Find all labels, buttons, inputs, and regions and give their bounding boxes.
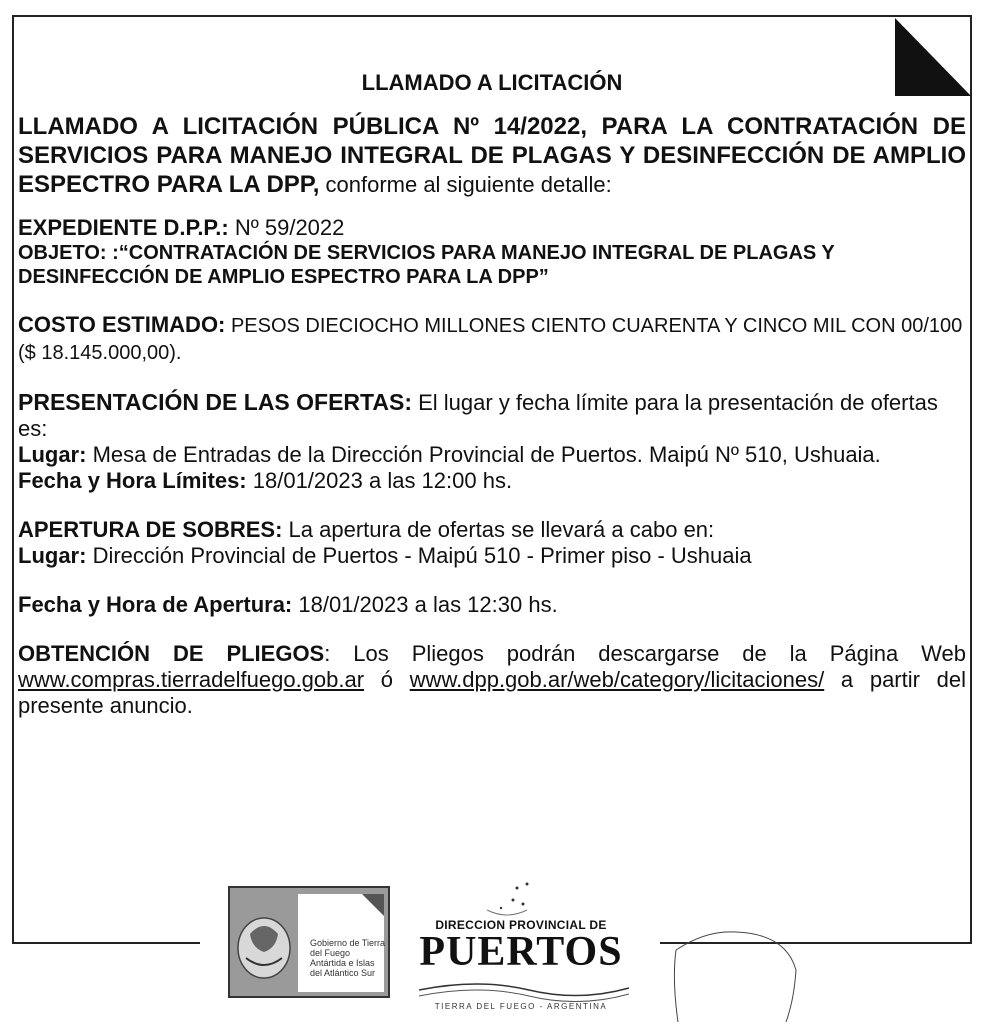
expediente-label: EXPEDIENTE D.P.P.:	[18, 215, 229, 240]
objeto-line	[18, 241, 966, 289]
presentacion-fecha-value: 18/01/2023 a las 12:00 hs.	[246, 468, 513, 493]
expediente-value: Nº 59/2022	[228, 215, 345, 240]
apertura-fecha	[18, 592, 966, 618]
apertura-fecha-value: 18/01/2023 a las 12:30 hs.	[292, 592, 558, 617]
presentacion-line	[18, 389, 966, 442]
presentacion-lugar	[18, 442, 966, 468]
dpp-logo-bottom-text: TIERRA DEL FUEGO - ARGENTINA	[434, 1002, 608, 1011]
link-compras[interactable]: www.compras.tierradelfuego.gob.ar	[18, 667, 365, 692]
frame-top-border	[12, 15, 972, 17]
frame-bottom-left-border	[12, 942, 200, 944]
apertura-label: APERTURA DE SOBRES:	[18, 517, 283, 542]
objeto-label: OBJETO:	[18, 242, 107, 264]
frame-left-border	[12, 15, 14, 943]
intro-bold: LLAMADO A LICITACIÓN PÚBLICA Nº 14/2022, PARA LA CONTRATACIÓN DE SERVICIOS PARA MANEJO INTEGRAL DE PLAGAS Y DESINFECCIÓN DE AMPLIO ESPECTRO PARA LA DPP,	[18, 113, 966, 198]
presentacion-fecha	[18, 468, 966, 494]
page-title: LLAMADO A LICITACIÓN	[361, 70, 623, 95]
presentacion-label: PRESENTACIÓN DE LAS OFERTAS:	[18, 389, 412, 415]
presentacion-fecha-label: Fecha y Hora Límites:	[18, 468, 247, 493]
pliegos-text1: : Los Pliegos podrán descargarse de la Página Web	[324, 641, 967, 666]
costo-value: PESOS DIECIOCHO MILLONES CIENTO CUARENTA Y CINCO MIL CON 00/100 ($ 18.145.000,00).	[18, 315, 963, 364]
frame-right-border	[970, 15, 972, 943]
presentacion-lugar-value: Mesa de Entradas de la Dirección Provincial de Puertos. Maipú Nº 510, Ushuaia.	[86, 442, 881, 467]
objeto-value: :“CONTRATACIÓN DE SERVICIOS PARA MANEJO INTEGRAL DE PLAGAS Y DESINFECCIÓN DE AMPLIO ESPECTRO PARA LA DPP”	[18, 242, 835, 288]
expediente-line	[18, 215, 966, 241]
apertura-value: La apertura de ofertas se llevará a cabo en:	[282, 517, 715, 542]
notice-body	[18, 70, 966, 719]
intro-normal: conforme al siguiente detalle:	[319, 172, 612, 197]
gobierno-logo	[228, 886, 390, 998]
intro-paragraph	[18, 112, 966, 199]
presentacion-lugar-label: Lugar:	[18, 442, 87, 467]
dpp-logo	[405, 880, 637, 1020]
stamp-outline-icon	[666, 910, 806, 1024]
apertura-fecha-label: Fecha y Hora de Apertura:	[18, 592, 293, 617]
dpp-waves-icon	[405, 976, 637, 1002]
apertura-lugar-label: Lugar:	[18, 543, 87, 568]
presentacion-value: El lugar y fecha límite para la presentación de ofertas es:	[18, 390, 938, 441]
pliegos-paragraph	[18, 641, 966, 719]
dpp-logo-top-text: DIRECCION PROVINCIAL DE	[435, 918, 607, 932]
link-dpp-licitaciones[interactable]: www.dpp.gob.ar/web/category/licitaciones/	[409, 667, 825, 692]
apertura-lugar-value: Dirección Provincial de Puertos - Maipú 510 - Primer piso - Ushuaia	[86, 543, 752, 568]
pliegos-text3: a partir del presente anuncio.	[18, 667, 966, 718]
pliegos-text2: ó	[364, 667, 410, 692]
gobierno-logo-text: Gobierno de Tierra del Fuego Antártida e Islas del Atlántico Sur	[310, 938, 386, 978]
pliegos-label: OBTENCIÓN DE PLIEGOS	[18, 641, 325, 666]
costo-label: COSTO ESTIMADO:	[18, 312, 226, 337]
apertura-line	[18, 517, 966, 543]
apertura-lugar	[18, 543, 966, 569]
costo-line	[18, 312, 966, 366]
dpp-logo-main-text: PUERTOS	[419, 929, 623, 975]
